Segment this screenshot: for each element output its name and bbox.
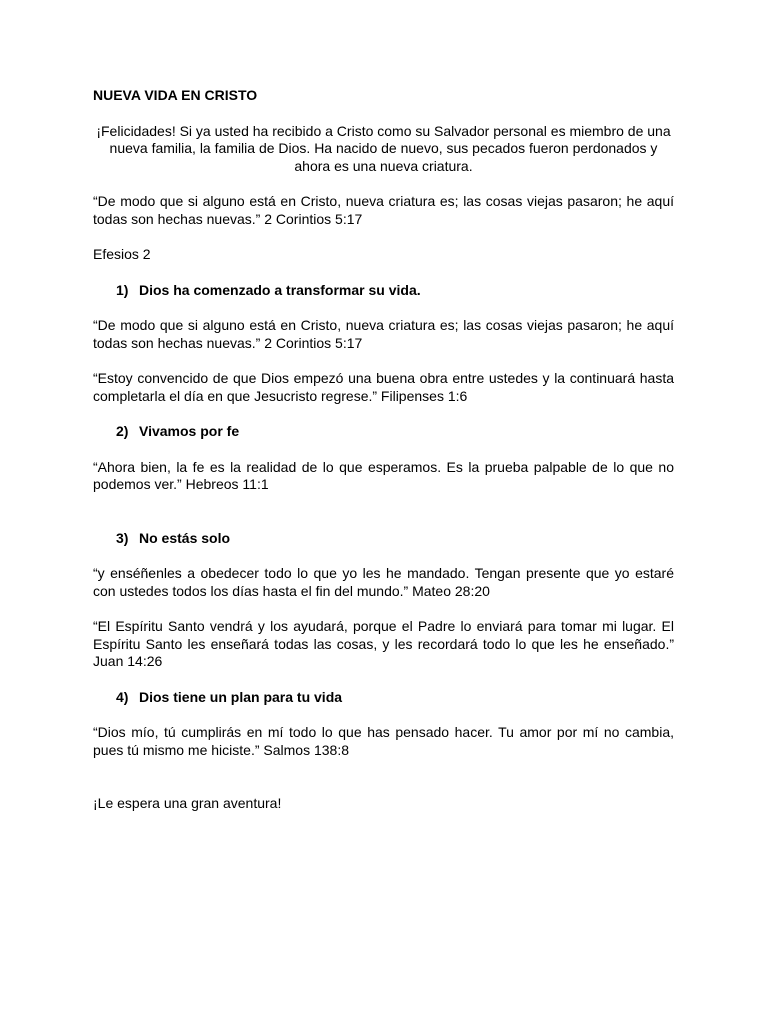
section-heading-text: No estás solo — [139, 529, 231, 546]
section-heading-text: Dios tiene un plan para tu vida — [139, 688, 343, 705]
section-number: 2) — [116, 423, 129, 439]
reference-label: Efesios 2 — [93, 246, 151, 262]
section-heading-2 — [93, 423, 674, 441]
section-1-verse-2: “Estoy convencido de que Dios empezó una buena obra entre ustedes y la continuará hasta completarla el día en que Jesucristo regrese.” Filipenses 1:6 — [93, 370, 674, 404]
verse-intro: “De modo que si alguno está en Cristo, nueva criatura es; las cosas viejas pasaron; he aquí todas son hechas nuevas.” 2 Corintios 5:17 — [93, 193, 674, 227]
section-number: 1) — [116, 281, 129, 298]
section-3-verse-2: “El Espíritu Santo vendrá y los ayudará, porque el Padre lo enviará para tomar mi lugar. El Espíritu Santo les enseñará todas las cosas, y les recordará todo lo que les he enseñado.” Juan 14:26 — [93, 618, 674, 669]
document-title: NUEVA VIDA EN CRISTO — [93, 87, 258, 103]
document-page — [93, 87, 674, 831]
closing-line: ¡Le espera una gran aventura! — [93, 795, 282, 811]
intro-paragraph: ¡Felicidades! Si ya usted ha recibido a Cristo como su Salvador personal es miembro de una nueva familia, la familia de Dios. Ha nacido de nuevo, sus pecados fueron perdonados y ahora es una nueva criatura. — [96, 122, 671, 174]
section-3-verse-1: “y enséñenles a obedecer todo lo que yo les he mandado. Tengan presente que yo estaré con ustedes todos los días hasta el fin del mundo.” Mateo 28:20 — [93, 565, 674, 599]
section-2-verse-1: “Ahora bien, la fe es la realidad de lo que esperamos. Es la prueba palpable de lo que no podemos ver.” Hebreos 11:1 — [93, 458, 674, 492]
section-heading-text: Vivamos por fe — [139, 423, 240, 439]
section-number: 4) — [116, 688, 129, 705]
section-heading-3 — [93, 530, 674, 548]
section-4-verse-1: “Dios mío, tú cumplirás en mí todo lo que has pensado hacer. Tu amor por mí no cambia, pues tú mismo me hiciste.” Salmos 138:8 — [93, 724, 674, 758]
section-heading-1 — [93, 282, 674, 300]
section-1-verse-1: “De modo que si alguno está en Cristo, nueva criatura es; las cosas viejas pasaron; he aquí todas son hechas nuevas.” 2 Corintios 5:17 — [93, 317, 674, 351]
section-number: 3) — [116, 529, 129, 546]
section-heading-4 — [93, 689, 674, 707]
section-heading-text: Dios ha comenzado a transformar su vida. — [139, 281, 421, 298]
